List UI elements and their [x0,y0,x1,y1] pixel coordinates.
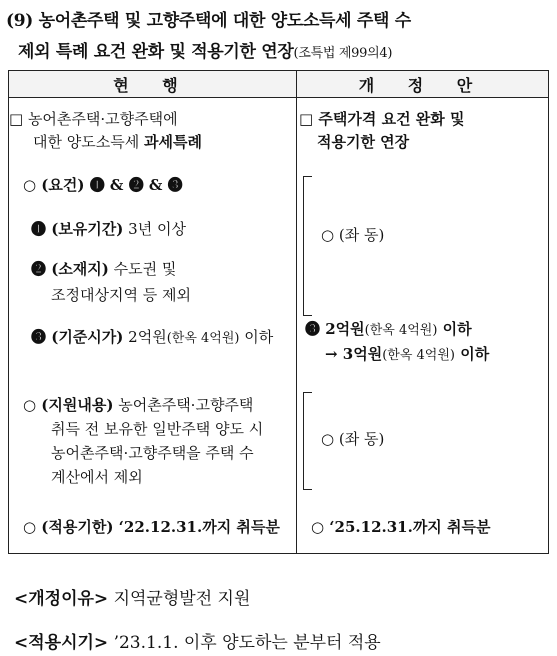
bracket-group-2 [303,392,312,490]
current-heading-text: 대한 양도소득세 [33,133,144,151]
support-label: ○ (지원내용) [23,396,114,414]
reason-row [14,584,250,609]
requirement-2-cont: 조정대상지역 등 제외 [51,286,191,304]
requirement-1-text: 3년 이상 [123,220,186,238]
requirement-2-text: 수도권 및 [108,260,177,278]
requirement-2 [31,258,176,280]
support-line-3: 농어촌주택·고향주택을 주택 수 [51,444,254,462]
effective-row [14,628,381,653]
bracket-group-1 [303,176,312,316]
requirement-2-label: ❷ (소재지) [31,260,109,278]
requirement-1-label: ❶ (보유기간) [31,220,124,238]
requirement-3-sub: (한옥 4억원) [166,331,240,346]
current-heading-line-1: □ 농어촌주택·고향주택에 [9,110,178,128]
revised-req-3-to-text: → 3억원 [325,345,383,363]
title-line-2-main: 제외 특례 요건 완화 및 적용기한 연장 [18,42,294,62]
requirement-3-label: ❸ (기준시가) [31,328,124,346]
revised-req-3-from-sub: (한옥 4억원) [364,323,438,338]
current-column [9,98,297,554]
header-revised: 개 정 안 [297,71,549,98]
same-as-left-2: ○ (좌 동) [321,430,385,448]
revised-req-3-from-text: ❸ 2억원 [305,320,365,338]
requirement-3 [31,326,273,350]
revised-column [297,98,549,554]
revised-heading-line-1: □ 주택가격 요건 완화 및 [299,110,465,128]
support-text-1: 농어촌주택·고향주택 [113,396,254,414]
title-line-2-ref: (조특법 제99의4) [293,46,393,61]
same-as-left-1: ○ (좌 동) [321,226,385,244]
requirement-1 [31,218,186,240]
revised-req-3-to [325,343,489,367]
effective-label: <적용시기> [14,633,109,653]
requirement-3-tail: 이하 [239,328,274,346]
revised-req-3-to-tail: 이하 [455,345,490,363]
reason-text: 지역균형발전 지원 [108,589,251,609]
current-heading-bold: 과세특례 [143,133,202,151]
header-current: 현 행 [9,71,297,98]
support-line-4: 계산에서 제외 [51,468,143,486]
title-line-1: (9) 농어촌주택 및 고향주택에 대한 양도소득세 주택 수 [6,11,411,31]
reason-label: <개정이유> [14,589,109,609]
effective-text: ’23.1.1. 이후 양도하는 분부터 적용 [108,633,381,653]
title-line-2 [18,37,392,62]
deadline-current: ○ (적용기한) ‘22.12.31.까지 취득분 [23,518,280,536]
requirement-3-amount: 2억원 [123,328,167,346]
support-line-1 [23,394,253,416]
revised-req-3-to-sub: (한옥 4억원) [382,348,455,363]
requirements-line: ○ (요건) ❶ & ❷ & ❸ [23,176,183,194]
deadline-revised: ○ ‘25.12.31.까지 취득분 [311,518,491,536]
support-line-2: 취득 전 보유한 일반주택 양도 시 [51,420,264,438]
revised-req-3-from-tail: 이하 [437,320,472,338]
current-heading-line-2 [33,131,202,153]
revised-heading-line-2: 적용기한 연장 [317,133,410,151]
comparison-table [8,70,549,554]
revised-req-3-from [305,318,472,342]
